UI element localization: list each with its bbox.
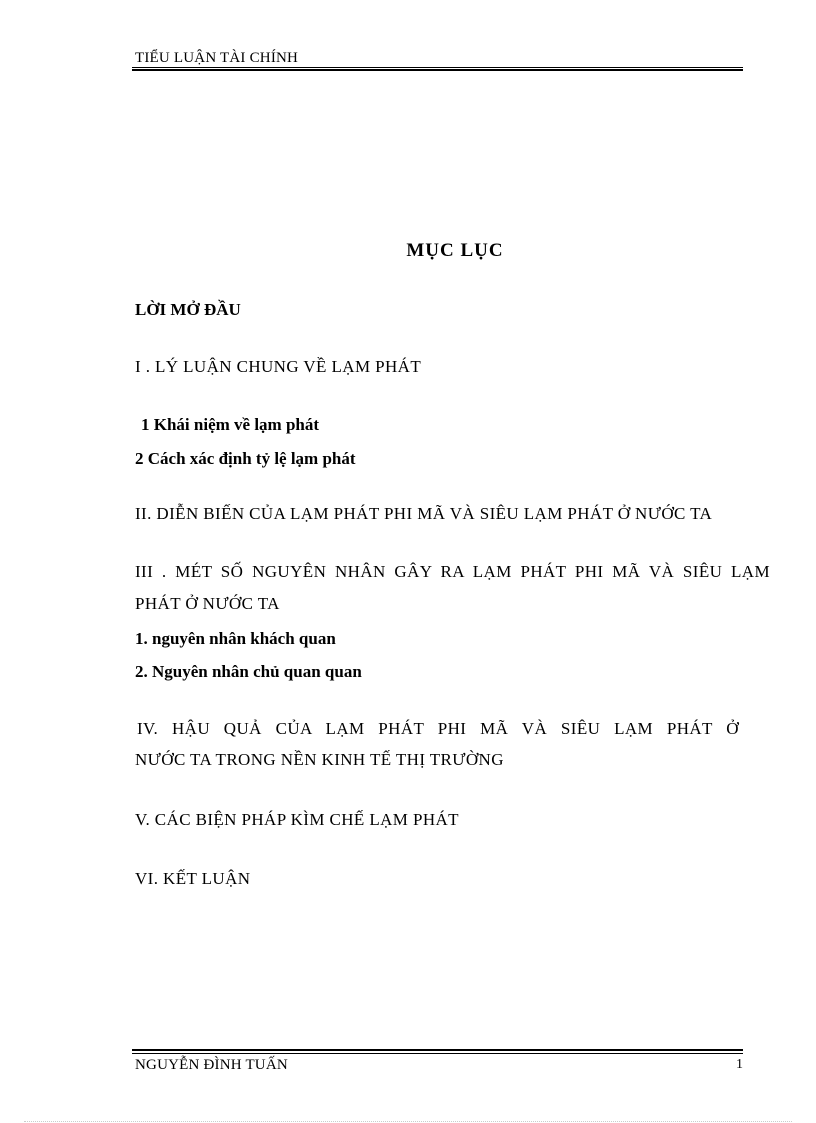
toc-section-4-line2: NƯỚC TA TRONG NỀN KINH TẾ THỊ TRƯỜNG (135, 750, 504, 769)
toc-section-2: II. DIỄN BIẾN CỦA LẠM PHÁT PHI MÃ VÀ SIÊU LẠM PHÁT Ở NƯỚC TA (135, 504, 713, 523)
footer-author: NGUYỄN ĐÌNH TUẤN (135, 1057, 288, 1073)
page-edge-divider (24, 1121, 792, 1122)
header-rule-top (132, 67, 743, 68)
page-title: MỤC LỤC (406, 240, 504, 261)
header-title: TIỂU LUẬN TÀI CHÍNH (135, 50, 299, 66)
toc-section-3-line2: PHÁT Ở NƯỚC TA (135, 594, 280, 613)
toc-section-6: VI. KẾT LUẬN (135, 869, 251, 888)
toc-section-1-1: 1 Khái niệm về lạm phát (141, 415, 320, 434)
toc-section-1: I . LÝ LUẬN CHUNG VỀ LẠM PHÁT (135, 357, 422, 376)
header-rule-bottom (132, 69, 743, 71)
toc-section-5: V. CÁC BIỆN PHÁP KÌM CHẾ LẠM PHÁT (135, 810, 459, 829)
toc-section-3-line1: III . MÉT SỐ NGUYÊN NHÂN GÂY RA LẠM PHÁT PHI MÃ VÀ SIÊU LẠM (135, 562, 770, 581)
toc-section-3-2: 2. Nguyên nhân chủ quan quan (135, 662, 362, 681)
toc-section-3-1: 1. nguyên nhân khách quan (135, 629, 336, 648)
toc-intro: LỜI MỞ ĐẦU (135, 300, 241, 319)
footer-rule-bottom (132, 1053, 743, 1054)
page-number: 1 (736, 1057, 743, 1072)
toc-section-1-2: 2 Cách xác định tỷ lệ lạm phát (135, 449, 356, 468)
footer-rule-top (132, 1049, 743, 1051)
toc-section-4-line1: IV. HẬU QUẢ CỦA LẠM PHÁT PHI MÃ VÀ SIÊU LẠM PHÁT Ở (137, 719, 739, 738)
